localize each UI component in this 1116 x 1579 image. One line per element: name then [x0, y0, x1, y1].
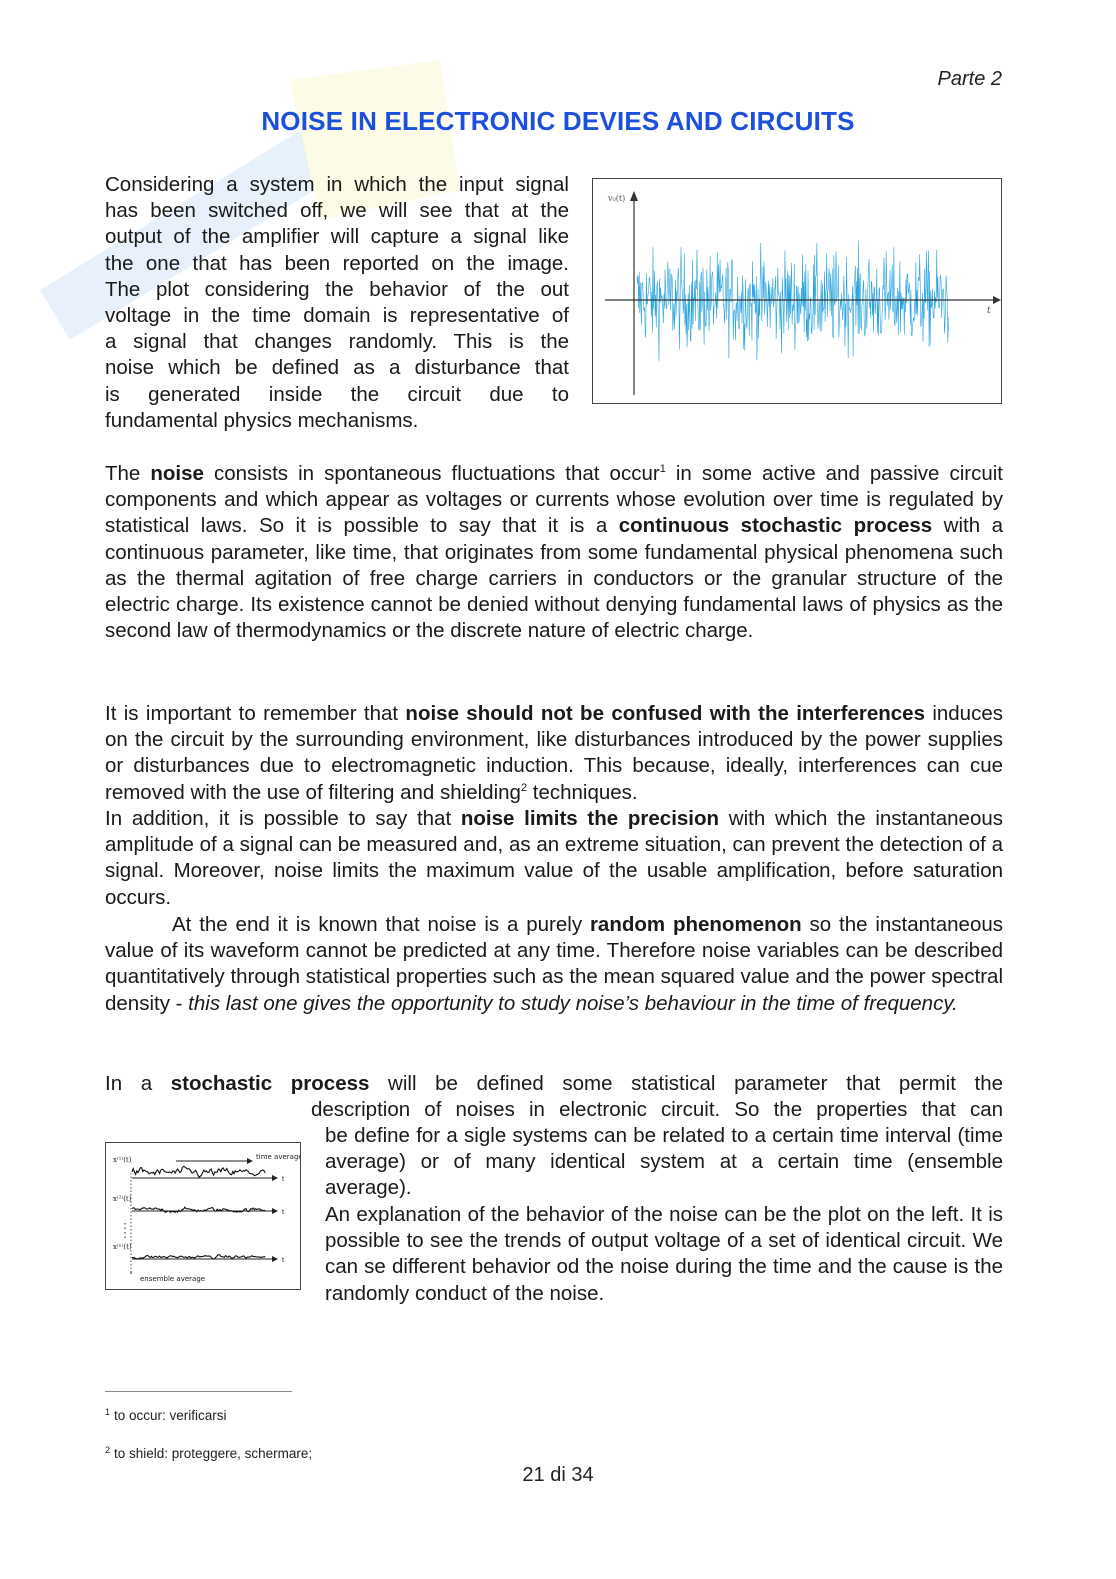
- text-run: so the instantaneous value of its waveform cannot be predicted at any time. Therefore noise variables can be described quantitatively through statistical properties such as the mean squared value and the power spectral density -: [105, 913, 1003, 1015]
- bold-term: noise: [150, 462, 204, 485]
- trace-1-label: x⁽¹⁾(t): [113, 1156, 132, 1164]
- noise-trace-2: [132, 1207, 265, 1212]
- footnote-ref: 1: [659, 463, 666, 476]
- noise-definition-paragraph: [105, 461, 1003, 644]
- stochastic-process-rest: be define for a sigle systems can be related to a certain time interval (time average) or of many identical system at a certain time (ensemble average).: [325, 1124, 1003, 1200]
- italic-text: this last one gives the opportunity to study noise’s behaviour in the time of frequency.: [188, 991, 958, 1015]
- text-run: with a continuous parameter, like time, that originates from some fundamental physical phenomena such as the thermal agitation of free charge carriers in conductors or the granular structure of the electric charge. Its existence cannot be denied without denying fundamental laws of physics as the second law of thermodynamics or the discrete nature of electric charge.: [105, 514, 1004, 643]
- footnote-separator: [105, 1391, 292, 1392]
- intro-line: The plot considering the behavior of the out: [105, 277, 569, 301]
- trace-2-t: t: [282, 1209, 284, 1216]
- text-run: induces on the circuit by the surrounding environment, like disturbances introduced by the power supplies or disturbances due to electromagnetic induction. This because, ideally, interferences can cue removed with the use of filtering and shielding: [105, 702, 1003, 804]
- explanation-paragraph: An explanation of the behavior of the noise can be the plot on the left. It is possible to see the trends of output voltage of a set of identical circuit. We can se different behavior od the noise during the time and the cause is the randomly conduct of the noise.: [325, 1203, 1003, 1305]
- footnote-text: to shield: proteggere, schermare;: [114, 1446, 313, 1461]
- stochastic-process-first-line: [105, 1071, 1003, 1097]
- bold-term: noise limits the precision: [460, 807, 720, 830]
- y-axis-label: v₀(t): [608, 194, 626, 203]
- text-run: The: [105, 462, 151, 485]
- time-average-label: time average: [256, 1153, 300, 1161]
- text-run: It is important to remember that: [105, 702, 406, 725]
- stochastic-process-second-line: description of noises in electronic circuit. So the properties that can: [311, 1098, 1003, 1121]
- footnote-ref: 2: [520, 781, 528, 794]
- trace-1-t: t: [282, 1176, 284, 1183]
- footnote-1: [105, 1408, 227, 1423]
- intro-line: a signal that changes randomly. This is the: [105, 330, 569, 354]
- interference-paragraph: [105, 701, 1003, 806]
- noise-trace-1: [132, 1166, 265, 1177]
- intro-line: Considering a system in which the input signal: [105, 173, 569, 196]
- intro-line: has been switched off, we will see that at the: [105, 199, 569, 223]
- intro-line: is generated inside the circuit due to: [105, 382, 569, 406]
- noise-trace-line: [132, 1207, 265, 1212]
- trace-2-arrow: [272, 1208, 278, 1214]
- intro-line: voltage in the time domain is representative of: [105, 304, 569, 328]
- footnote-number: 2: [105, 1444, 111, 1455]
- text-run: At the end it is known that noise is a purely: [172, 913, 590, 936]
- intro-paragraph: [105, 172, 569, 434]
- footnote-2: [105, 1446, 312, 1461]
- intro-line: fundamental physics mechanisms.: [105, 408, 419, 432]
- trace-n-arrow: [272, 1256, 278, 1262]
- bold-term: noise should not be confused with the interferences: [405, 702, 925, 725]
- footnote-text: to occur: verificarsi: [114, 1408, 227, 1423]
- bold-term: random phenomenon: [589, 913, 802, 936]
- noise-waveform-plot: [593, 179, 1001, 403]
- noise-trace-line: [132, 1166, 265, 1177]
- intro-line: output of the amplifier will capture a signal like: [105, 225, 569, 249]
- text-run: in some active and passive circuit components and which appear as voltages or currents whose evolution over time is regulated by statistical laws. So it is possible to say that it is a: [105, 462, 1004, 538]
- x-axis-arrow: [993, 296, 1001, 304]
- footnote-number: 1: [105, 1406, 111, 1417]
- intro-line: the one that has been reported on the image.: [105, 251, 569, 275]
- page-title: NOISE IN ELECTRONIC DEVIES AND CIRCUITS: [261, 106, 855, 136]
- ensemble-average-label: ensemble average: [140, 1275, 206, 1283]
- ensemble-figure: [105, 1142, 301, 1290]
- time-average-arrow: [247, 1158, 253, 1164]
- bold-term: continuous stochastic process: [618, 514, 933, 538]
- text-run: will be defined some statistical parameter that permit the: [369, 1072, 1004, 1095]
- page-number: 21 di 34: [522, 1464, 594, 1486]
- page-header-part: Parte 2: [937, 68, 1002, 90]
- noise-waveform-trace: [637, 240, 949, 360]
- bold-term: stochastic process: [170, 1072, 370, 1095]
- noise-waveform-figure: [592, 178, 1002, 404]
- trace-n-t: t: [282, 1257, 284, 1264]
- text-run: consists in spontaneous fluctuations that occur: [203, 462, 660, 485]
- y-axis-arrow: [630, 191, 638, 201]
- trace-n-label: x⁽ⁿ⁾(t): [113, 1243, 132, 1251]
- precision-paragraph: [105, 806, 1003, 911]
- trace-1-arrow: [272, 1175, 278, 1181]
- x-axis-label: t: [987, 306, 991, 316]
- text-run: techniques.: [527, 780, 638, 804]
- noise-waveform-line: [637, 240, 949, 360]
- random-phenomenon-paragraph: [105, 912, 1003, 1017]
- trace-2-label: x⁽²⁾(t): [113, 1195, 132, 1203]
- intro-line: noise which be defined as a disturbance that: [105, 356, 569, 380]
- ensemble-plot: [106, 1143, 300, 1289]
- text-run: In a: [105, 1072, 171, 1095]
- text-run: In addition, it is possible to say that: [105, 807, 461, 830]
- text-run: with which the instantaneous amplitude of a signal can be measured and, as an extreme situation, can prevent the detection of a signal. Moreover, noise limits the maximum value of the usable amplification, before saturation occurs.: [105, 807, 1003, 909]
